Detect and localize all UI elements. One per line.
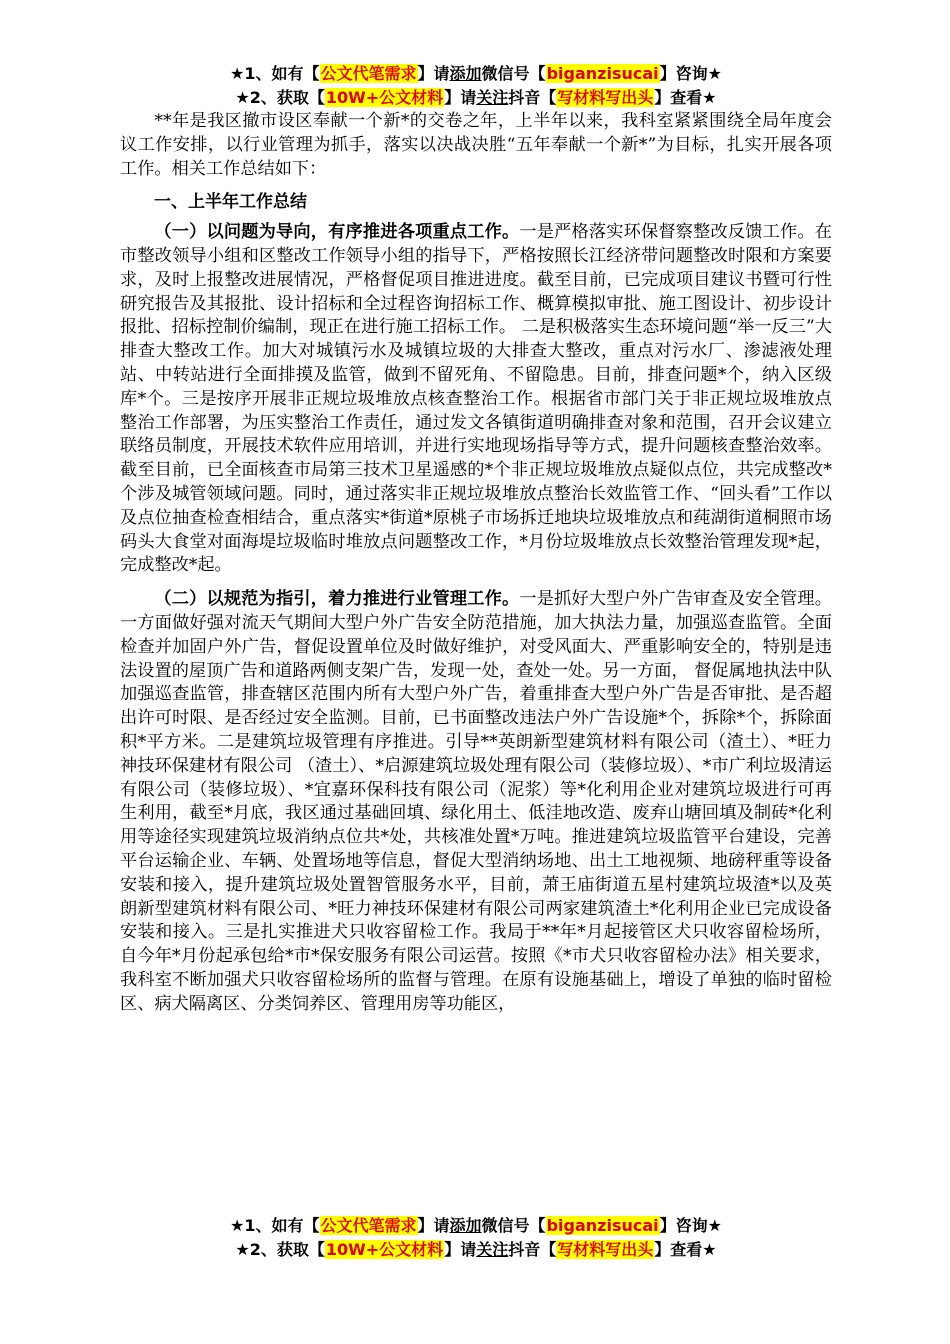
- subsection-2-title: （二）以规范为指引，着力推进行业管理工作。: [154, 589, 520, 610]
- promo-banner-line-2: ★2、获取【10W+公文材料】请关注抖音【写材料写出头】查看★: [235, 88, 717, 107]
- footer-banner-line-2: ★2、获取【10W+公文材料】请关注抖音【写材料写出头】查看★: [235, 1240, 717, 1259]
- subsection-1-title: （一）以问题为导向，有序推进各项重点工作。: [154, 222, 520, 243]
- subsection-1-body: 一是严格落实环保督察整改反馈工作。在市整改领导小组和区整改工作领导小组的指导下，严格按照长江经济带问题整改时限和方案要求，及时上报整改进展情况，严格督促项目推进进度。截至目前，已完成项目建议书暨可行性研究报告及其报批、设计招标和全过程咨询招标工作、概算模拟审批、施工图设计、初步设计报批、招标控制价编制，现正在进行施工招标工作。 二是积极落实生态环境问题“举一反三”大排查大整改工作。加大对城镇污水及城镇垃圾的大排查大整改，重点对污水厂、渗滤液处理站、中转站进行全面排摸及监管，做到不留死角、不留隐患。目前，排查问题*个，纳入区级库*个。三是按序开展非正规垃圾堆放点核查整治工作。根据省市部门关于非正规垃圾堆放点整治工作部署，为压实整治工作责任，通过发文各镇街道明确排查对象和范围，召开会议建立联络员制度，开展技术软件应用培训，并进行实地现场指导等方式，提升问题核查整治效率。截至目前，已全面核查市局第三技术卫星遥感的*个非正规垃圾堆放点疑似点位，共完成整改*个涉及城管领域问题。同时，通过落实非正规垃圾堆放点整治长效监管工作、“回头看”工作以及点位抽查检查相结合，重点落实*街道*原桃子市场拆迁地块垃圾堆放点和莼湖街道桐照市场码头大食堂对面海堤垃圾临时堆放点问题整改工作，*月份垃圾堆放点长效整治管理发现*起，完成整改*起。: [120, 222, 832, 576]
- intro-paragraph: **年是我区撤市设区奉献一个新*的交卷之年，上半年以来，我科室紧紧围绕全局年度会议工作安排，以行业管理为抓手，落实以决战决胜“五年奉献一个新*”为目标，扎实开展各项工作。相关工作总结如下：: [120, 111, 832, 179]
- subsection-2-body: 一是抓好大型户外广告审查及安全管理。一方面做好强对流天气期间大型户外广告安全防范措施，加大执法力量，加强巡查监管。全面检查并加固户外广告，督促设置单位及时做好维护，对受风面大、严重影响安全的，特别是违法设置的屋顶广告和道路两侧支架广告，发现一处，查处一处。另一方面， 督促属地执法中队加强巡查监管，排查辖区范围内所有大型户外广告，着重排查大型户外广告是否审批、是否超出许可时限、是否经过安全监测。目前，已书面整改违法户外广告设施*个，拆除*个，拆除面积*平方米。二是建筑垃圾管理有序推进。引导**英朗新型建筑材料有限公司（渣土）、*旺力神技环保建材有限公司 （渣土）、*启源建筑垃圾处理有限公司（装修垃圾）、*市广利垃圾清运有限公司（装修垃圾）、*宜嘉环保科技有限公司（泥浆）等*化利用企业对建筑垃圾进行可再生利用，截至*月底，我区通过基础回填、绿化用土、低洼地改造、废弃山塘回填及制砖*化利用等途径实现建筑垃圾消纳点位共*处，共核准处置*万吨。推进建筑垃圾监管平台建设，完善平台运输企业、车辆、处置场地等信息，督促大型消纳场地、出土工地视频、地磅秤重等设备安装和接入，提升建筑垃圾处置智管服务水平，目前，萧王庙街道五星村建筑垃圾渣*以及英朗新型建筑材料有限公司、*旺力神技环保建材有限公司两家建筑渣土*化利用企业已完成设备安装和接入。三是扎实推进犬只收容留检工作。我局于**年*月起接管区犬只收容留检场所，自今年*月份起承包给*市*保安服务有限公司运营。按照《*市犬只收容留检办法》相关要求，我科室不断加强犬只收容留检场所的监督与管理。在原有设施基础上，增设了单独的临时留检区、病犬隔离区、分类饲养区、管理用房等功能区，: [120, 589, 832, 1014]
- document-page: [120, 62, 832, 1016]
- footer-banner-line-1: ★1、如有【公文代笔需求】请添加微信号【biganzisucai】咨询★: [230, 1216, 722, 1235]
- promo-banner-line-1: ★1、如有【公文代笔需求】请添加微信号【biganzisucai】咨询★: [230, 64, 722, 83]
- subsection-2-paragraph: [120, 588, 832, 1016]
- footer-banner: [120, 1214, 832, 1262]
- section-heading: 一、上半年工作总结: [154, 192, 307, 213]
- subsection-1-paragraph: [120, 221, 832, 578]
